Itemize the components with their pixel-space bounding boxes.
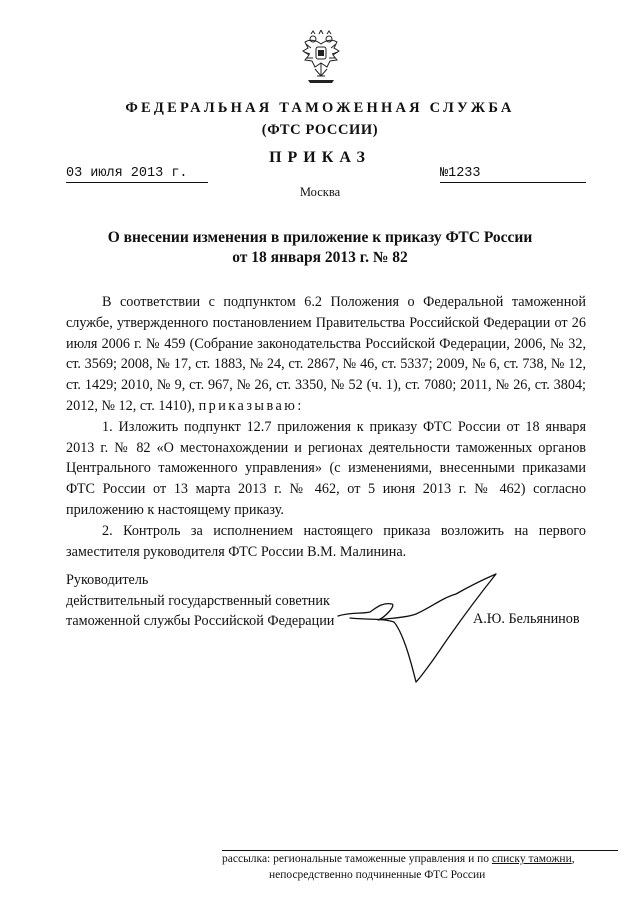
position-line-2: действительный государственный советник — [66, 592, 330, 609]
organization-short-name: (ФТС РОССИИ) — [261, 122, 379, 138]
footer-divider — [222, 850, 618, 851]
preamble-paragraph — [66, 292, 586, 417]
item-1: 1. Изложить подпункт 12.7 приложения к приказу ФТС России от 18 января 2013 г. № 82 «О местонахождении и регионах деятельности таможенных органов Центрального таможенного управления» (с изменениями, внесенными приказами ФТС России от 13 марта 2013 г. № 462, от 5 июня 2013 г. № 462) согласно приложению к настоящему приказу. — [66, 418, 586, 518]
position-line-3: таможенной службы Российской Федерации — [66, 613, 335, 629]
signatory-position — [66, 570, 334, 632]
document-type: ПРИКАЗ — [269, 149, 371, 166]
city: Москва — [299, 185, 341, 199]
signatory-name: А.Ю. Бельянинов — [473, 611, 580, 627]
distribution-prefix: рассылка: региональные таможенные управления и по — [222, 853, 490, 865]
organization-name: ФЕДЕРАЛЬНАЯ ТАМОЖЕННАЯ СЛУЖБА — [125, 100, 515, 116]
distribution-line-1 — [222, 853, 575, 865]
order-body — [66, 292, 586, 562]
distribution-comma: , — [571, 853, 575, 865]
double-headed-eagle-emblem-icon — [298, 30, 344, 86]
handwritten-signature-icon — [320, 572, 520, 684]
preamble-text: В соответствии с подпунктом 6.2 Положения о Федеральной таможенной службе, утвержденного постановлением Правительства Российской Федерации от 26 июля 2006 г. № 459 (Собрание законодательства Российской Федерации, 2006, № 32, ст. 3569; 2008, № 17, ст. 1883, № 24, ст. 2867, № 46, ст. 5337; 2009, № 6, ст. 738, № 12, ст. 1429; 2010, № 9, ст. 967, № 26, ст. 3350, № 52 (ч. 1), ст. 7080; 2011, № 26, ст. 3804; 2012, № 12, ст. 1410), — [66, 294, 586, 414]
order-title-line1: О внесении изменения в приложение к приказу ФТС России — [107, 229, 533, 246]
order-number: №1233 — [440, 166, 586, 183]
distribution-line-2: непосредственно подчиненные ФТС России — [269, 869, 486, 881]
order-word: приказываю: — [198, 397, 304, 414]
customs-list-link: списку таможни — [491, 853, 572, 865]
order-title-line2: от 18 января 2013 г. № 82 — [232, 249, 408, 266]
order-date: 03 июля 2013 г. — [66, 166, 208, 183]
item-2: 2. Контроль за исполнением настоящего приказа возложить на первого заместителя руководителя ФТС России В.М. Малинина. — [66, 522, 586, 560]
order-title — [0, 228, 640, 268]
position-line-1: Руководитель — [66, 572, 149, 588]
